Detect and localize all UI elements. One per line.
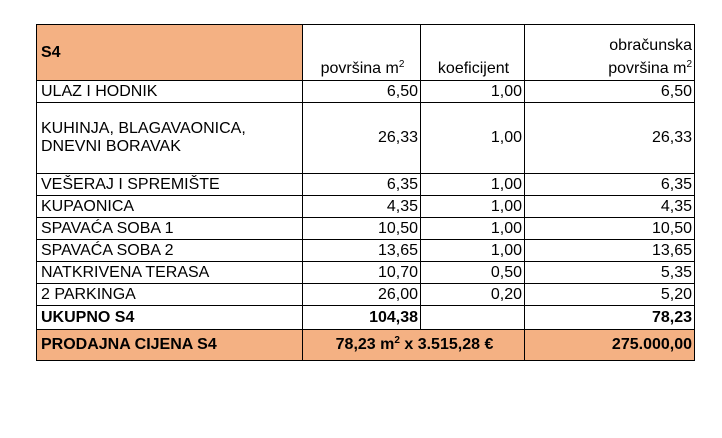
room-area-cell: 10,50: [303, 218, 421, 240]
room-name-cell: VEŠERAJ I SPREMIŠTE: [37, 174, 303, 196]
room-area-cell: 13,65: [303, 240, 421, 262]
calculated-area-header-cell: [525, 25, 695, 81]
sale-price-row: [37, 330, 695, 361]
room-name-cell: 2 PARKINGA: [37, 284, 303, 306]
total-calculated-area-cell: 78,23: [525, 306, 695, 330]
table-row: [37, 196, 695, 218]
room-calculated-area-cell: 5,20: [525, 284, 695, 306]
room-name-cell: [37, 103, 303, 174]
room-calculated-area-cell: 6,35: [525, 174, 695, 196]
room-coefficient-cell: 1,00: [421, 196, 525, 218]
room-area-cell: 6,35: [303, 174, 421, 196]
room-area-cell: 26,00: [303, 284, 421, 306]
table-row: [37, 81, 695, 103]
room-calculated-area-cell: 10,50: [525, 218, 695, 240]
room-name-cell: SPAVAĆA SOBA 1: [37, 218, 303, 240]
total-row: [37, 306, 695, 330]
price-calculation-cell: [303, 330, 525, 361]
room-area-cell: 6,50: [303, 81, 421, 103]
room-name-line1: KUHINJA, BLAGAVAONICA,: [41, 120, 246, 137]
room-coefficient-cell: 1,00: [421, 240, 525, 262]
table-header-row: [37, 25, 695, 81]
room-calculated-area-cell: 6,50: [525, 81, 695, 103]
room-area-cell: 26,33: [303, 103, 421, 174]
table-row: [37, 240, 695, 262]
room-name-cell: SPAVAĆA SOBA 2: [37, 240, 303, 262]
table-row: [37, 174, 695, 196]
unit-label-cell: S4: [37, 25, 303, 81]
room-name-line2: DNEVNI BORAVAK: [41, 138, 181, 155]
sale-price-value-cell: 275.000,00: [525, 330, 695, 361]
calc-header-line2: površina m: [608, 60, 687, 77]
area-header-superscript: 2: [398, 59, 405, 70]
calc-header-superscript: 2: [686, 59, 692, 70]
room-name-cell: ULAZ I HODNIK: [37, 81, 303, 103]
total-label-cell: UKUPNO S4: [37, 306, 303, 330]
table-row: [37, 284, 695, 306]
room-calculated-area-cell: 4,35: [525, 196, 695, 218]
room-calculated-area-cell: 5,35: [525, 262, 695, 284]
room-coefficient-cell: 1,00: [421, 174, 525, 196]
room-coefficient-cell: 0,20: [421, 284, 525, 306]
area-calculation-table: [36, 24, 695, 361]
coefficient-header-cell: koeficijent: [421, 25, 525, 81]
sale-price-label-cell: PRODAJNA CIJENA S4: [37, 330, 303, 361]
table-row: [37, 103, 695, 174]
room-name-cell: NATKRIVENA TERASA: [37, 262, 303, 284]
price-calc-rate: x 3.515,28 €: [399, 336, 494, 353]
room-area-cell: 4,35: [303, 196, 421, 218]
room-coefficient-cell: 1,00: [421, 81, 525, 103]
room-calculated-area-cell: 26,33: [525, 103, 695, 174]
room-area-cell: 10,70: [303, 262, 421, 284]
area-header-cell: [303, 25, 421, 81]
calc-header-line1: obračunska: [609, 37, 692, 54]
room-calculated-area-cell: 13,65: [525, 240, 695, 262]
price-calc-superscript: 2: [394, 335, 400, 346]
room-name-cell: KUPAONICA: [37, 196, 303, 218]
room-coefficient-cell: 1,00: [421, 103, 525, 174]
room-coefficient-cell: 0,50: [421, 262, 525, 284]
table-row: [37, 218, 695, 240]
table-row: [37, 262, 695, 284]
total-coefficient-cell: [421, 306, 525, 330]
total-area-cell: 104,38: [303, 306, 421, 330]
room-coefficient-cell: 1,00: [421, 218, 525, 240]
area-header-text: površina m: [320, 60, 399, 77]
price-calc-area: 78,23 m: [335, 336, 395, 353]
